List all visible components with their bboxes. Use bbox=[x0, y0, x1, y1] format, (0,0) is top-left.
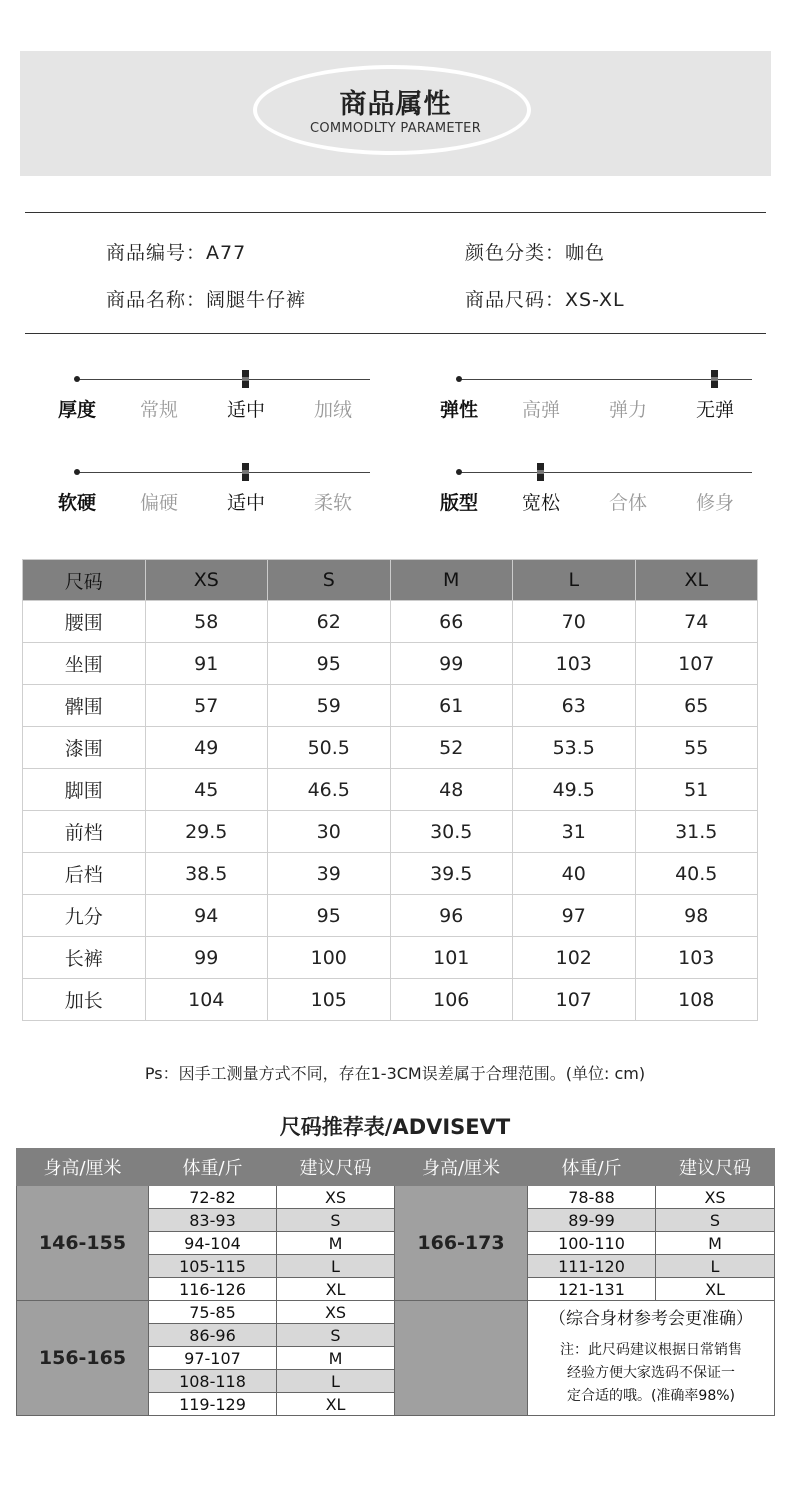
weight-range: 111-120 bbox=[528, 1255, 656, 1278]
weight-range: 75-85 bbox=[149, 1301, 277, 1324]
column-header: S bbox=[268, 560, 391, 601]
row-label: 加长 bbox=[23, 979, 146, 1021]
note-line: 定合适的哦。(准确率98%) bbox=[566, 1388, 736, 1404]
scale-option: 适中 bbox=[226, 399, 265, 421]
table-cell: 45 bbox=[145, 769, 268, 811]
scale-option: 加绒 bbox=[313, 399, 352, 421]
scale-option: 常规 bbox=[139, 399, 178, 421]
row-label: 髀围 bbox=[23, 685, 146, 727]
table-cell: 62 bbox=[268, 601, 391, 643]
column-header: 体重/斤 bbox=[528, 1149, 656, 1186]
header-banner bbox=[20, 51, 771, 176]
scale-line bbox=[459, 472, 752, 473]
blank-cell bbox=[395, 1301, 528, 1416]
table-cell: 96 bbox=[390, 895, 513, 937]
suggested-size: S bbox=[277, 1209, 395, 1232]
weight-range: 121-131 bbox=[528, 1278, 656, 1301]
table-cell: 30 bbox=[268, 811, 391, 853]
column-header: XS bbox=[145, 560, 268, 601]
table-cell: 70 bbox=[513, 601, 636, 643]
weight-range: 72-82 bbox=[149, 1186, 277, 1209]
table-row bbox=[23, 895, 758, 937]
table-cell: 65 bbox=[635, 685, 758, 727]
table-cell: 105 bbox=[268, 979, 391, 1021]
weight-range: 83-93 bbox=[149, 1209, 277, 1232]
row-label: 九分 bbox=[23, 895, 146, 937]
table-cell: 30.5 bbox=[390, 811, 513, 853]
table-cell: 102 bbox=[513, 937, 636, 979]
table-cell: 104 bbox=[145, 979, 268, 1021]
attr-color: 颜色分类：咖色 bbox=[465, 242, 606, 264]
weight-range: 97-107 bbox=[149, 1347, 277, 1370]
table-cell: 91 bbox=[145, 643, 268, 685]
table-cell: 94 bbox=[145, 895, 268, 937]
suggested-size: S bbox=[656, 1209, 775, 1232]
row-label: 坐围 bbox=[23, 643, 146, 685]
table-cell: 108 bbox=[635, 979, 758, 1021]
table-cell: 52 bbox=[390, 727, 513, 769]
recommend-table bbox=[16, 1148, 775, 1416]
table-cell: 101 bbox=[390, 937, 513, 979]
height-range: 166-173 bbox=[395, 1186, 528, 1301]
table-cell: 31 bbox=[513, 811, 636, 853]
weight-range: 78-88 bbox=[528, 1186, 656, 1209]
column-header: 尺码 bbox=[23, 560, 146, 601]
suggested-size: XL bbox=[656, 1278, 775, 1301]
table-row bbox=[23, 601, 758, 643]
weight-range: 119-129 bbox=[149, 1393, 277, 1416]
suggested-size: L bbox=[277, 1255, 395, 1278]
header-subtitle: COMMODLTY PARAMETER bbox=[309, 121, 482, 136]
table-cell: 66 bbox=[390, 601, 513, 643]
column-header: 身高/厘米 bbox=[395, 1149, 528, 1186]
table-cell: 31.5 bbox=[635, 811, 758, 853]
table-cell: 53.5 bbox=[513, 727, 636, 769]
table-cell: 95 bbox=[268, 643, 391, 685]
divider bbox=[25, 333, 766, 334]
note-line: 注：此尺码建议根据日常销售 bbox=[560, 1342, 742, 1358]
suggested-size: L bbox=[656, 1255, 775, 1278]
suggested-size: M bbox=[656, 1232, 775, 1255]
row-label: 腰围 bbox=[23, 601, 146, 643]
table-row bbox=[17, 1186, 775, 1209]
table-cell: 39 bbox=[268, 853, 391, 895]
table-row bbox=[23, 727, 758, 769]
scale-marker bbox=[711, 370, 718, 388]
scale-option: 适中 bbox=[226, 492, 265, 514]
header-title: 商品属性 bbox=[339, 89, 452, 120]
table-cell: 29.5 bbox=[145, 811, 268, 853]
size-table bbox=[22, 559, 758, 1021]
attr-code: 商品编号：A77 bbox=[106, 242, 247, 264]
recommend-note bbox=[528, 1301, 775, 1416]
suggested-size: XL bbox=[277, 1278, 395, 1301]
scale-label: 软硬 bbox=[57, 492, 96, 514]
suggested-size: M bbox=[277, 1232, 395, 1255]
table-cell: 51 bbox=[635, 769, 758, 811]
scale-line bbox=[77, 472, 370, 473]
column-header: 建议尺码 bbox=[656, 1149, 775, 1186]
column-header: L bbox=[513, 560, 636, 601]
table-cell: 107 bbox=[513, 979, 636, 1021]
table-cell: 50.5 bbox=[268, 727, 391, 769]
table-row bbox=[23, 853, 758, 895]
table-row bbox=[23, 769, 758, 811]
scale-option: 偏硬 bbox=[139, 492, 178, 514]
table-cell: 106 bbox=[390, 979, 513, 1021]
weight-range: 105-115 bbox=[149, 1255, 277, 1278]
row-label: 长裤 bbox=[23, 937, 146, 979]
table-row bbox=[23, 811, 758, 853]
scale-label: 弹性 bbox=[439, 399, 478, 421]
weight-range: 116-126 bbox=[149, 1278, 277, 1301]
row-label: 漆围 bbox=[23, 727, 146, 769]
height-range: 146-155 bbox=[17, 1186, 149, 1301]
recommend-title: 尺码推荐表/ADVISEVT bbox=[279, 1115, 511, 1139]
table-row bbox=[23, 643, 758, 685]
height-range: 156-165 bbox=[17, 1301, 149, 1416]
scale-option: 柔软 bbox=[313, 492, 352, 514]
scale-label: 版型 bbox=[439, 492, 478, 514]
scale-start-dot bbox=[74, 469, 80, 475]
table-cell: 95 bbox=[268, 895, 391, 937]
table-cell: 63 bbox=[513, 685, 636, 727]
table-cell: 49 bbox=[145, 727, 268, 769]
table-cell: 59 bbox=[268, 685, 391, 727]
table-cell: 40.5 bbox=[635, 853, 758, 895]
scale-start-dot bbox=[456, 469, 462, 475]
table-cell: 103 bbox=[513, 643, 636, 685]
weight-range: 86-96 bbox=[149, 1324, 277, 1347]
table-cell: 57 bbox=[145, 685, 268, 727]
scale-option: 无弹 bbox=[695, 399, 734, 421]
measurement-note: Ps：因手工测量方式不同，存在1-3CM误差属于合理范围。(单位: cm) bbox=[144, 1064, 646, 1083]
attr-name: 商品名称：阔腿牛仔裤 bbox=[106, 289, 307, 311]
table-row bbox=[17, 1301, 775, 1324]
table-cell: 99 bbox=[145, 937, 268, 979]
table-row bbox=[23, 685, 758, 727]
table-cell: 98 bbox=[635, 895, 758, 937]
table-cell: 39.5 bbox=[390, 853, 513, 895]
scale-label: 厚度 bbox=[57, 399, 96, 421]
scale-option: 高弹 bbox=[521, 399, 560, 421]
note-title: （综合身材参考会更准确） bbox=[549, 1309, 753, 1329]
suggested-size: S bbox=[277, 1324, 395, 1347]
scale-option: 修身 bbox=[695, 492, 734, 514]
table-cell: 46.5 bbox=[268, 769, 391, 811]
scale-option: 宽松 bbox=[521, 492, 560, 514]
table-cell: 55 bbox=[635, 727, 758, 769]
table-cell: 49.5 bbox=[513, 769, 636, 811]
table-cell: 38.5 bbox=[145, 853, 268, 895]
table-cell: 48 bbox=[390, 769, 513, 811]
scale-start-dot bbox=[74, 376, 80, 382]
divider bbox=[25, 212, 766, 213]
row-label: 前档 bbox=[23, 811, 146, 853]
column-header: XL bbox=[635, 560, 758, 601]
table-cell: 74 bbox=[635, 601, 758, 643]
scale-marker bbox=[242, 463, 249, 481]
weight-range: 100-110 bbox=[528, 1232, 656, 1255]
suggested-size: L bbox=[277, 1370, 395, 1393]
scale-marker bbox=[242, 370, 249, 388]
table-cell: 97 bbox=[513, 895, 636, 937]
scale-start-dot bbox=[456, 376, 462, 382]
scale-line bbox=[459, 379, 752, 380]
column-header: 体重/斤 bbox=[149, 1149, 277, 1186]
note-line: 经验方便大家选码不保证一 bbox=[567, 1365, 735, 1381]
table-cell: 40 bbox=[513, 853, 636, 895]
table-cell: 107 bbox=[635, 643, 758, 685]
scale-option: 合体 bbox=[608, 492, 647, 514]
column-header: M bbox=[390, 560, 513, 601]
suggested-size: XS bbox=[277, 1301, 395, 1324]
column-header: 建议尺码 bbox=[277, 1149, 395, 1186]
row-label: 后档 bbox=[23, 853, 146, 895]
scale-line bbox=[77, 379, 370, 380]
table-cell: 58 bbox=[145, 601, 268, 643]
suggested-size: XS bbox=[656, 1186, 775, 1209]
suggested-size: M bbox=[277, 1347, 395, 1370]
column-header: 身高/厘米 bbox=[17, 1149, 149, 1186]
table-cell: 99 bbox=[390, 643, 513, 685]
attr-size: 商品尺码：XS-XL bbox=[465, 289, 625, 311]
weight-range: 108-118 bbox=[149, 1370, 277, 1393]
row-label: 脚围 bbox=[23, 769, 146, 811]
suggested-size: XS bbox=[277, 1186, 395, 1209]
table-cell: 103 bbox=[635, 937, 758, 979]
table-cell: 61 bbox=[390, 685, 513, 727]
scale-marker bbox=[537, 463, 544, 481]
table-row bbox=[23, 937, 758, 979]
weight-range: 89-99 bbox=[528, 1209, 656, 1232]
table-cell: 100 bbox=[268, 937, 391, 979]
suggested-size: XL bbox=[277, 1393, 395, 1416]
weight-range: 94-104 bbox=[149, 1232, 277, 1255]
scale-option: 弹力 bbox=[608, 399, 647, 421]
table-row bbox=[23, 979, 758, 1021]
